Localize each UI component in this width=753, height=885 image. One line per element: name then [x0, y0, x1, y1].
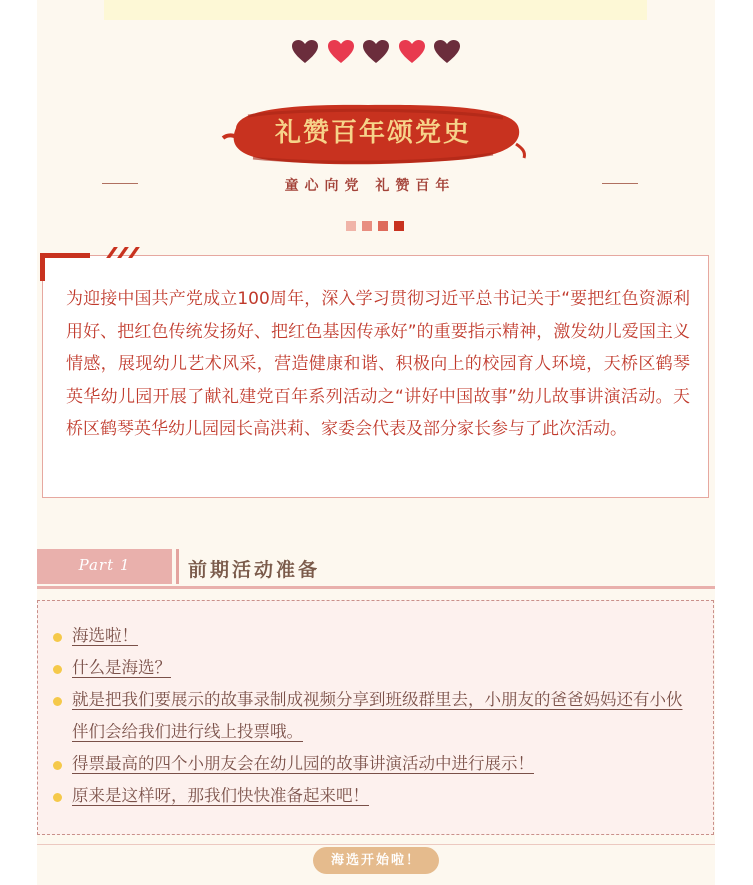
list-item [72, 780, 696, 812]
dot-indicators [346, 221, 404, 231]
content-list [72, 620, 696, 812]
bottom-divider [37, 844, 715, 845]
part-divider [176, 549, 179, 584]
heart-icon [362, 39, 390, 65]
corner-accent [40, 253, 90, 258]
subtitle-divider-left [102, 183, 138, 184]
list-item [72, 684, 696, 748]
list-item-text: 原来是这样呀，那我们快快准备起来吧！ [72, 786, 369, 805]
audition-start-pill: 海选开始啦！ [313, 847, 439, 874]
intro-paragraph: 为迎接中国共产党成立100周年，深入学习贯彻习近平总书记关于“要把红色资源利用好、把红色传统发扬好、把红色基因传承好”的重要指示精神，激发幼儿爱国主义情感，展现幼儿艺术风采，营造健康和谐、积极向上的校园育人环境，天桥区鹤琴英华幼儿园开展了献礼建党百年系列活动之“讲好中国故事”幼儿故事讲演活动。天桥区鹤琴英华幼儿园园长高洪莉、家委会代表及部分家长参与了此次活动。 [66, 289, 690, 439]
subtitle: 童心向党 礼赞百年 [284, 178, 456, 194]
bullet-dot-icon [53, 633, 62, 642]
dot-indicator [362, 221, 372, 231]
list-item-text: 就是把我们要展示的故事录制成视频分享到班级群里去，小朋友的爸爸妈妈还有小伙伴们会给我们进行线上投票哦。 [72, 690, 683, 741]
section-heading: 前期活动准备 [188, 559, 321, 581]
list-item-text: 什么是海选？ [72, 658, 171, 677]
title-banner [218, 98, 528, 170]
heart-icon [327, 39, 355, 65]
top-strip [104, 0, 647, 20]
list-item [72, 748, 696, 780]
list-item [72, 620, 696, 652]
dot-indicator [346, 221, 356, 231]
list-item [72, 652, 696, 684]
dot-indicator [394, 221, 404, 231]
bullet-dot-icon [53, 697, 62, 706]
bullet-dot-icon [53, 665, 62, 674]
dot-indicator [378, 221, 388, 231]
section-underline [37, 586, 715, 589]
heart-icon [433, 39, 461, 65]
banner-title: 礼赞百年颂党史 [274, 118, 471, 148]
subtitle-divider-right [602, 183, 638, 184]
bullet-dot-icon [53, 793, 62, 802]
hearts-row [291, 38, 461, 66]
list-item-text: 得票最高的四个小朋友会在幼儿园的故事讲演活动中进行展示！ [72, 754, 534, 773]
part-label: Part 1 [78, 556, 131, 574]
heart-icon [291, 39, 319, 65]
list-item-text: 海选啦！ [72, 626, 138, 645]
heart-icon [398, 39, 426, 65]
bullet-dot-icon [53, 761, 62, 770]
